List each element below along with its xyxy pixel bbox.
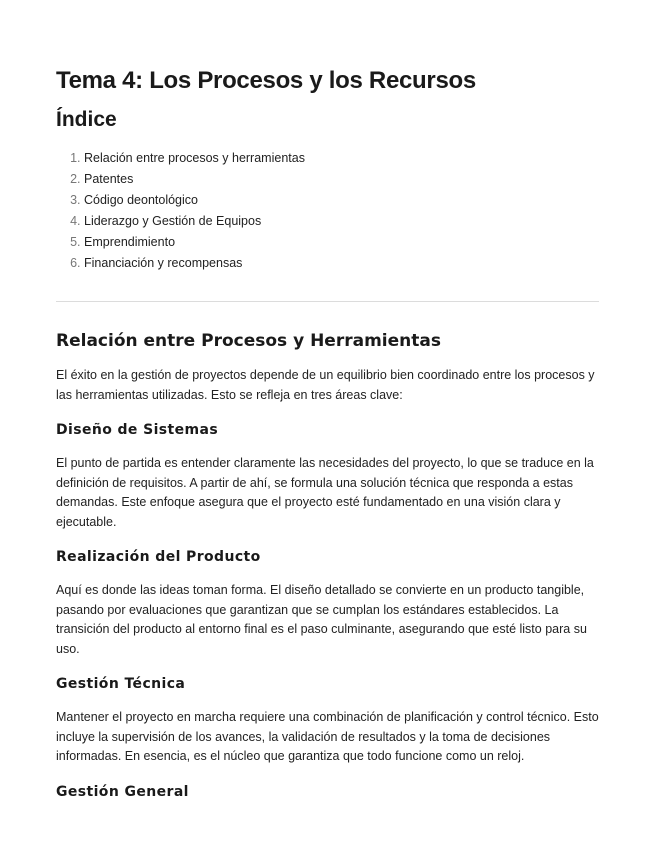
subsection-text: Aquí es donde las ideas toman forma. El diseño detallado se convierte en un producto tangible, pasando por evaluaciones que garantizan que se cumplan los estándares establecidos. La transición del producto al entorno final es el paso culminante, asegurando que esté listo para su uso. [56, 583, 587, 656]
subsection-heading: Gestión Técnica [56, 676, 186, 692]
subsection-text: Mantener el proyecto en marcha requiere una combinación de planificación y control técnico. Esto incluye la supervisión de los avances, la validación de resultados y la toma de decisiones informadas. En esencia, es el núcleo que garantiza que todo funcione como un reloj. [56, 710, 599, 763]
subsection-heading: Diseño de Sistemas [56, 422, 219, 438]
toc-item: 1. Relación entre procesos y herramientas [84, 148, 599, 169]
toc-item: 5. Emprendimiento [84, 232, 599, 253]
page-title: Tema 4: Los Procesos y los Recursos [56, 67, 476, 94]
toc-item: 6. Financiación y recompensas [84, 253, 599, 274]
table-of-contents [56, 148, 599, 274]
toc-item: 4. Liderazgo y Gestión de Equipos [84, 211, 599, 232]
index-heading: Índice [56, 108, 117, 131]
subsection-text: El punto de partida es entender claramente las necesidades del proyecto, lo que se traduce en la definición de requisitos. A partir de ahí, se formula una solución técnica que responda a estas demandas. Este enfoque asegura que el proyecto esté fundamentado en una visión clara y ejecutable. [56, 456, 594, 529]
section-divider [56, 301, 599, 302]
section-intro: El éxito en la gestión de proyectos depende de un equilibrio bien coordinado entre los procesos y las herramientas utilizadas. Esto se refleja en tres áreas clave: [56, 368, 595, 402]
toc-item: 3. Código deontológico [84, 190, 599, 211]
subsection-heading: Realización del Producto [56, 549, 261, 565]
subsection-heading: Gestión General [56, 783, 189, 800]
toc-item: 2. Patentes [84, 169, 599, 190]
section-heading: Relación entre Procesos y Herramientas [56, 331, 441, 351]
